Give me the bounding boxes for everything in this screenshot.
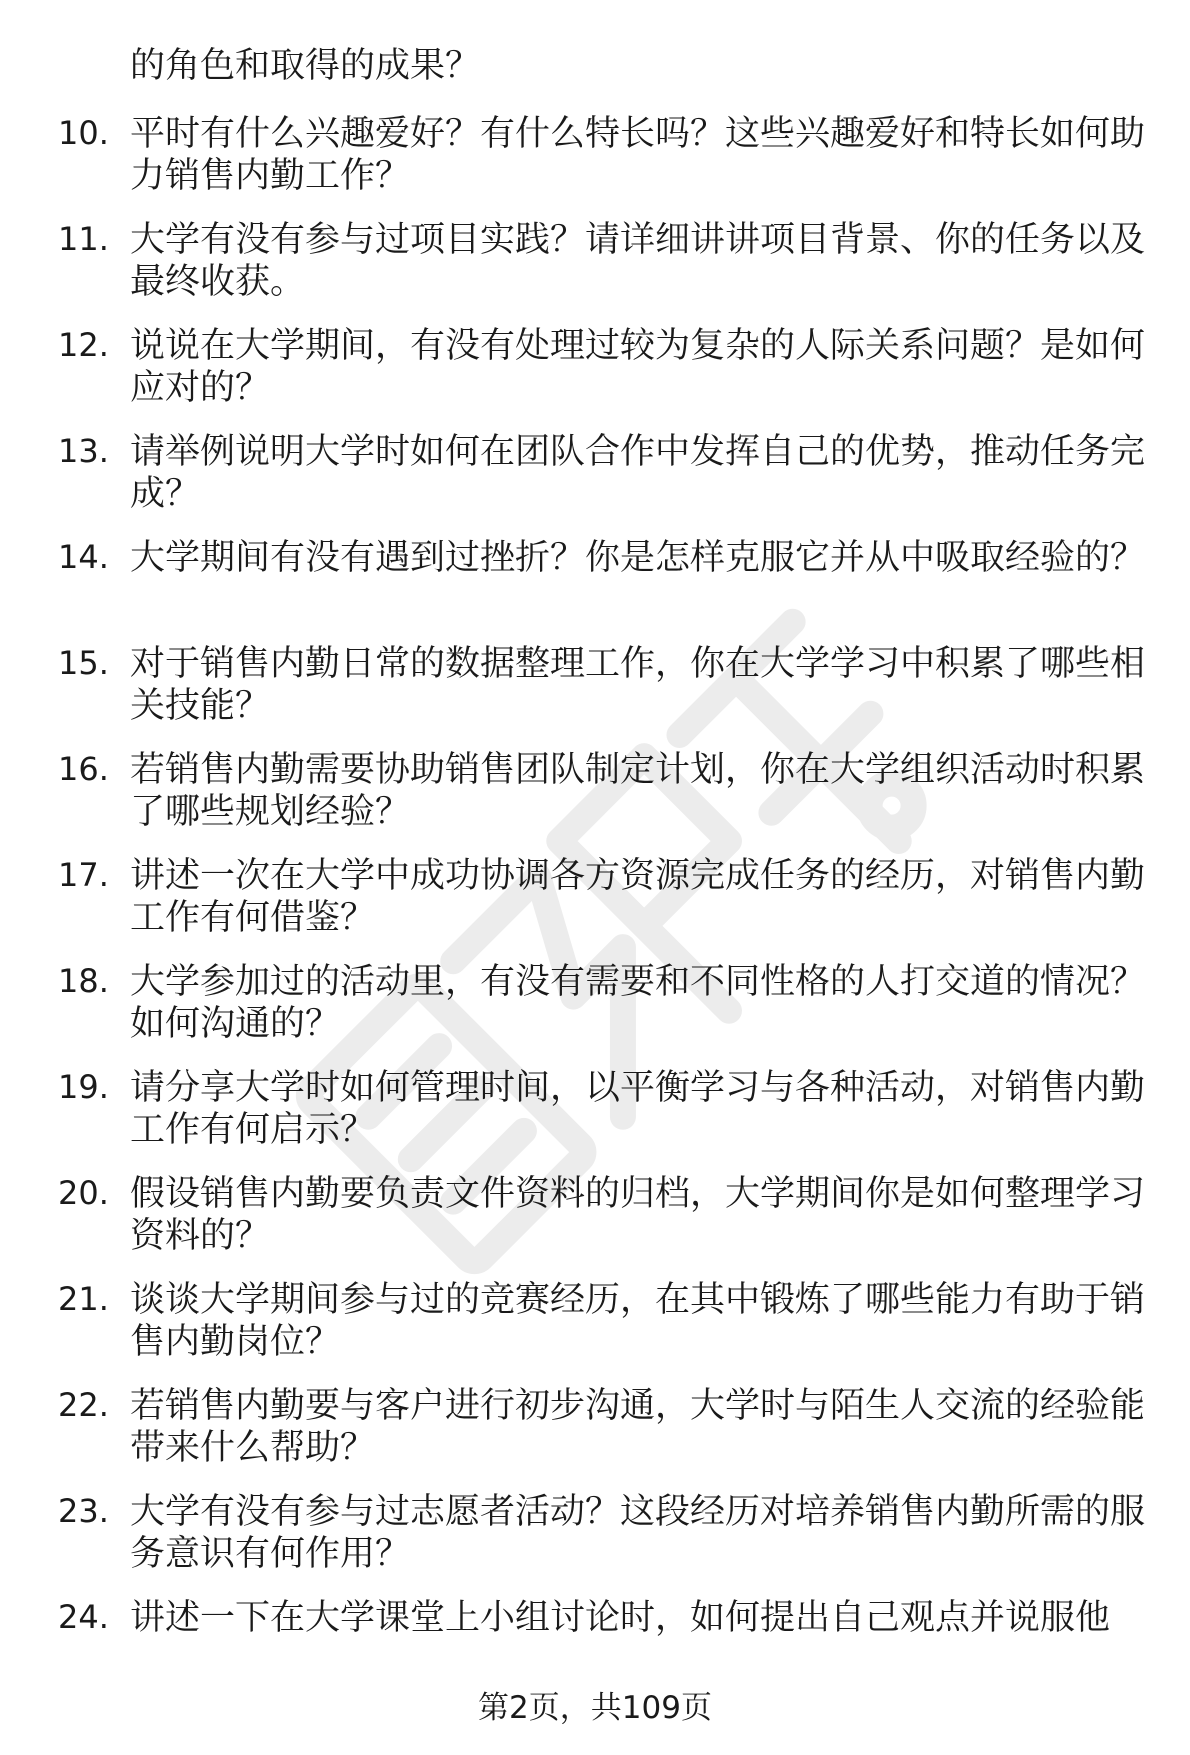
question-list	[0, 113, 1190, 1703]
list-item	[0, 749, 1190, 832]
question-number: 16.	[58, 750, 109, 788]
question-text: 若销售内勤需要协助销售团队制定计划，你在大学组织活动时积累了哪些规划经验？	[130, 750, 1146, 832]
question-text: 请举例说明大学时如何在团队合作中发挥自己的优势，推动任务完成？	[130, 432, 1146, 514]
list-item	[0, 537, 1190, 617]
question-number: 19.	[58, 1068, 109, 1106]
question-number: 17.	[58, 856, 109, 894]
question-number: 15.	[58, 644, 109, 682]
question-text: 谈谈大学期间参与过的竞赛经历，在其中锻炼了哪些能力有助于销售内勤岗位？	[130, 1280, 1146, 1362]
question-text: 大学有没有参与过项目实践？请详细讲讲项目背景、你的任务以及最终收获。	[130, 220, 1146, 302]
list-item	[0, 961, 1190, 1044]
question-text: 请分享大学时如何管理时间，以平衡学习与各种活动，对销售内勤工作有何启示？	[130, 1068, 1146, 1150]
continuation-text: 的角色和取得的成果？	[130, 46, 481, 86]
question-text: 平时有什么兴趣爱好？有什么特长吗？这些兴趣爱好和特长如何助力销售内勤工作？	[130, 114, 1146, 196]
list-item	[0, 219, 1190, 302]
list-item	[0, 431, 1190, 514]
question-number: 10.	[58, 114, 109, 152]
question-number: 12.	[58, 326, 109, 364]
list-item	[0, 1597, 1190, 1677]
list-item	[0, 1067, 1190, 1150]
question-number: 11.	[58, 220, 109, 258]
question-number: 22.	[58, 1386, 109, 1424]
question-text: 大学期间有没有遇到过挫折？你是怎样克服它并从中吸取经验的？	[130, 538, 1146, 578]
question-text: 说说在大学期间，有没有处理过较为复杂的人际关系问题？是如何应对的？	[130, 326, 1146, 408]
question-number: 20.	[58, 1174, 109, 1212]
question-text: 对于销售内勤日常的数据整理工作，你在大学学习中积累了哪些相关技能？	[130, 644, 1146, 726]
list-item	[0, 1491, 1190, 1574]
question-text: 假设销售内勤要负责文件资料的归档，大学期间你是如何整理学习资料的？	[130, 1174, 1146, 1256]
question-number: 14.	[58, 538, 109, 576]
question-text: 大学有没有参与过志愿者活动？这段经历对培养销售内勤所需的服务意识有何作用？	[130, 1492, 1146, 1574]
list-item	[0, 1173, 1190, 1256]
question-number: 13.	[58, 432, 109, 470]
question-number: 18.	[58, 962, 109, 1000]
list-item	[0, 113, 1190, 196]
question-number: 24.	[58, 1598, 109, 1636]
list-item	[0, 325, 1190, 408]
list-item	[0, 855, 1190, 938]
list-item	[0, 643, 1190, 726]
question-number: 23.	[58, 1492, 109, 1530]
question-text: 大学参加过的活动里，有没有需要和不同性格的人打交道的情况？如何沟通的？	[130, 962, 1146, 1044]
question-text: 若销售内勤要与客户进行初步沟通，大学时与陌生人交流的经验能带来什么帮助？	[130, 1386, 1146, 1468]
question-text: 讲述一次在大学中成功协调各方资源完成任务的经历，对销售内勤工作有何借鉴？	[130, 856, 1146, 938]
question-text: 讲述一下在大学课堂上小组讨论时，如何提出自己观点并说服他	[130, 1598, 1111, 1638]
question-number: 21.	[58, 1280, 109, 1318]
page-footer: 第2页，共109页	[478, 1690, 712, 1726]
list-item	[0, 1385, 1190, 1468]
list-item	[0, 1279, 1190, 1362]
